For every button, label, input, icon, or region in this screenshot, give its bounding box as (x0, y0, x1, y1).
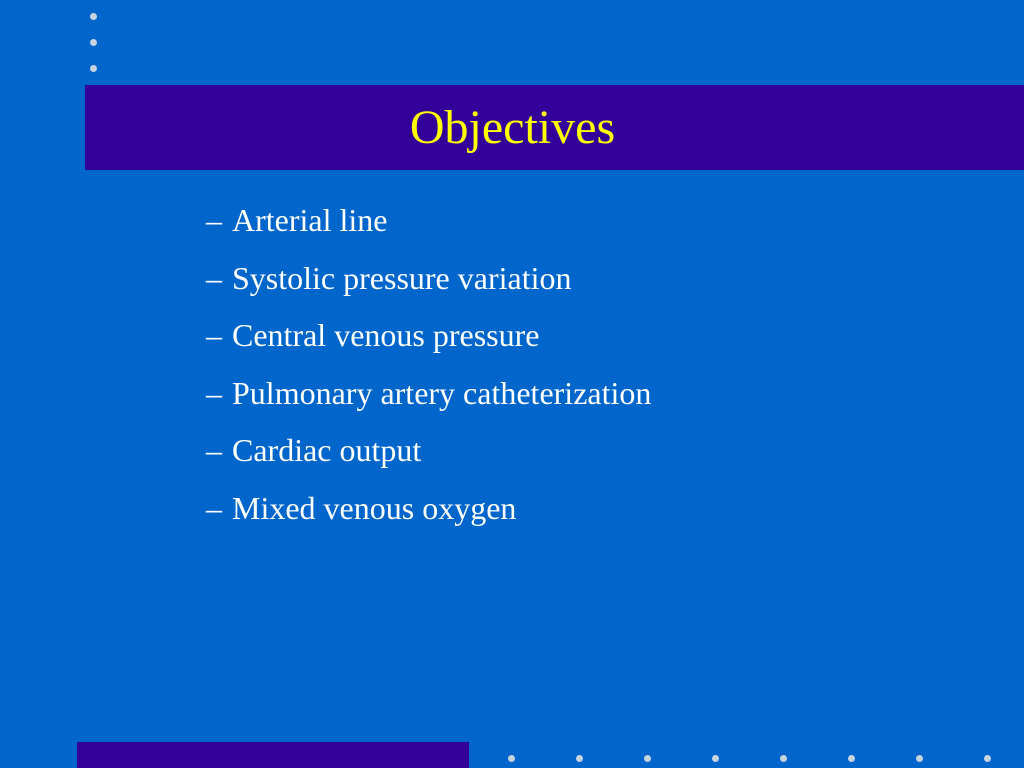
dash-marker: – (206, 202, 222, 238)
decor-dot (90, 39, 97, 46)
bullet-item (206, 192, 651, 250)
bullet-text: Mixed venous oxygen (232, 489, 517, 526)
decor-dot (576, 755, 583, 762)
bullet-item (206, 307, 651, 365)
decor-dot (916, 755, 923, 762)
bullet-text: Central venous pressure (232, 317, 540, 353)
slide-title: Objectives (409, 101, 616, 154)
bullet-item (206, 422, 651, 480)
decor-dot (780, 755, 787, 762)
decor-dot (90, 13, 97, 20)
decor-dot (848, 755, 855, 762)
decor-dot (644, 755, 651, 762)
decor-dot (984, 755, 991, 762)
bullet-text: Cardiac output (232, 432, 422, 468)
decor-dot (712, 755, 719, 762)
dash-marker: – (206, 432, 222, 468)
bullet-item (206, 365, 651, 423)
bullet-list (206, 192, 651, 537)
footer-bar (77, 742, 469, 768)
bullet-text: Pulmonary artery catheterization (232, 374, 652, 411)
dash-marker: – (206, 317, 222, 353)
dash-marker: – (206, 489, 222, 526)
bullet-text: Systolic pressure variation (232, 259, 572, 296)
bullet-item (206, 480, 651, 538)
decor-dot (90, 65, 97, 72)
bullet-item (206, 250, 651, 308)
dash-marker: – (206, 374, 222, 411)
dash-marker: – (206, 259, 222, 296)
bullet-text: Arterial line (232, 202, 388, 238)
decor-dot (508, 755, 515, 762)
